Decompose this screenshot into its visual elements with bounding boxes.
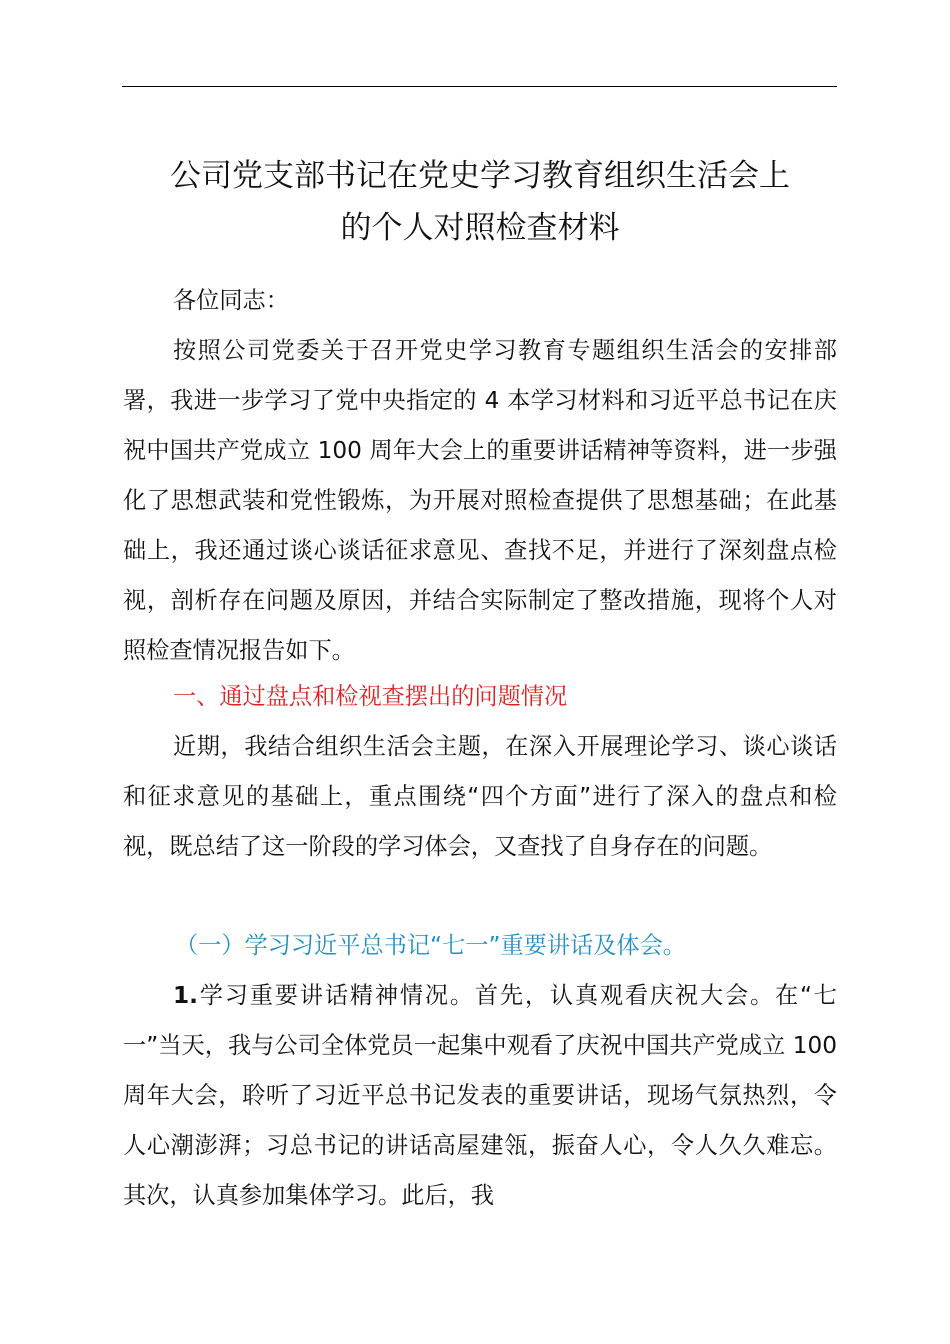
section-heading-1: 一、通过盘点和检视查摆出的问题情况	[173, 683, 568, 710]
item-number: 1.	[173, 982, 198, 1009]
title-line-2: 的个人对照检查材料	[340, 210, 620, 246]
paragraph-overview: 近期，我结合组织生活会主题，在深入开展理论学习、谈心谈话和征求意见的基础上，重点围绕“四个方面”进行了深入的盘点和检视，既总结了这一阶段的学习体会，又查找了自身存在的问题。	[123, 733, 837, 860]
paragraph-study-text: 学习重要讲话精神情况。首先，认真观看庆祝大会。在“七一”当天，我与公司全体党员一起集中观看了庆祝中国共产党成立 100 周年大会，聆听了习近平总书记发表的重要讲话，现场气氛热烈，令人心潮澎湃；习总书记的讲话高屋建瓴，振奋人心，令人久久难忘。其次，认真参加集体学习。此后，我	[123, 982, 837, 1209]
page-title	[110, 150, 850, 254]
title-line-1: 公司党支部书记在党史学习教育组织生活会上	[170, 158, 790, 194]
subsection-heading-1: （一）学习习近平总书记“七一”重要讲话及体会。	[175, 932, 686, 959]
header-rule	[122, 86, 837, 87]
greeting: 各位同志：	[173, 287, 289, 314]
paragraph-intro: 按照公司党委关于召开党史学习教育专题组织生活会的安排部署，我进一步学习了党中央指定的 4 本学习材料和习近平总书记在庆祝中国共产党成立 100 周年大会上的重要讲话精神等资料，进一步强化了思想武装和党性锻炼，为开展对照检查提供了思想基础；在此基础上，我还通过谈心谈话征求意见、查找不足，并进行了深刻盘点检视，剖析存在问题及原因，并结合实际制定了整改措施，现将个人对照检查情况报告如下。	[123, 337, 837, 664]
paragraph-study	[123, 971, 837, 1221]
